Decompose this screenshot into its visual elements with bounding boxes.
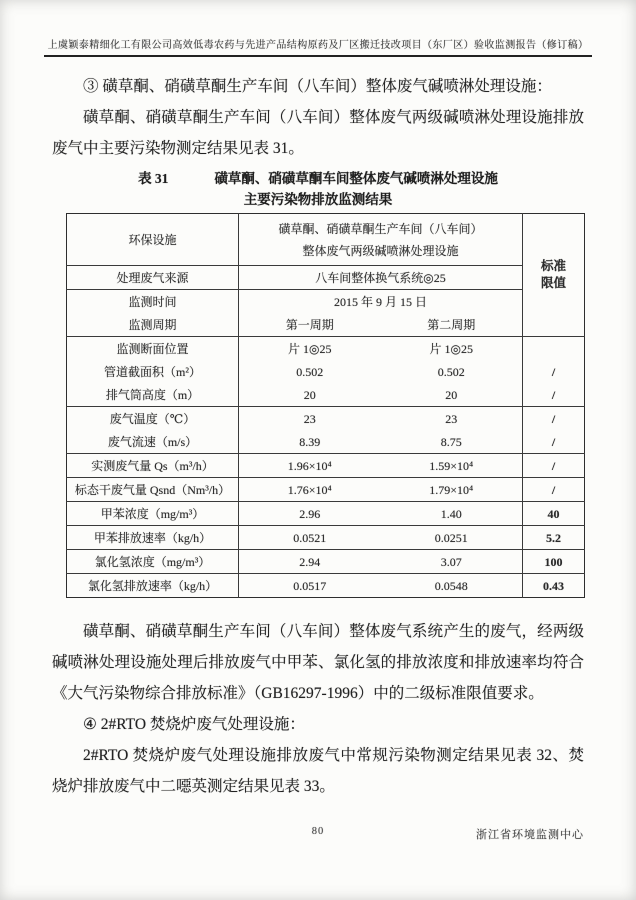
- paragraph-item-3: ③ 磺草酮、硝磺草酮生产车间（八车间）整体废气碱喷淋处理设施：: [83, 78, 552, 95]
- table-row: 甲苯排放速率（kg/h） 0.0521 0.0251 5.2: [67, 526, 585, 550]
- table-row-source: [67, 266, 585, 290]
- table-caption: [52, 168, 584, 210]
- table-row: 氯化氢排放速率（kg/h） 0.0517 0.0548 0.43: [67, 574, 585, 598]
- table-row: 废气温度（℃） 23 23 /: [67, 407, 585, 431]
- paragraph-item-4: ④ 2#RTO 焚烧炉废气处理设施：: [83, 716, 305, 733]
- page-content: [0, 71, 636, 802]
- date-label: 监测时间: [67, 290, 239, 314]
- facility-value-line2: 整体废气两级碱喷淋处理设施: [302, 243, 459, 258]
- table-row-facility: [67, 214, 585, 266]
- table-row: 氯化氢浓度（mg/m³） 2.94 3.07 100: [67, 550, 585, 574]
- paragraph-conclusion: 磺草酮、硝磺草酮生产车间（八车间）整体废气系统产生的废气，经两级碱喷淋处理设施处理后排放废气中甲苯、氯化氢的排放浓度和排放速率均符合《大气污染物综合排放标准》（GB16297-1996）中的二级标准限值要求。: [52, 623, 584, 702]
- table-caption-line1: [138, 171, 498, 186]
- date-value: 2015 年 9 月 15 日: [334, 294, 428, 309]
- period-label: 监测周期: [67, 313, 239, 337]
- footer-organization: 浙江省环境监测中心: [476, 829, 584, 841]
- table-caption-title: 磺草酮、硝磺草酮车间整体废气碱喷淋处理设施: [214, 171, 498, 186]
- table-row: 标态干废气量 Qsnd（Nm³/h） 1.76×10⁴ 1.79×10⁴ /: [67, 478, 585, 502]
- report-title: 上虞颖泰精细化工有限公司高效低毒农药与先进产品结构原药及厂区搬迁技改项目（东厂区）验收监测报告（修订稿）: [47, 40, 589, 51]
- table-row-date: [67, 290, 585, 314]
- facility-value-line1: 磺草酮、硝磺草酮生产车间（八车间）: [278, 221, 483, 236]
- page-number: 80: [311, 826, 325, 837]
- table-row: 排气筒高度（m） 20 20 /: [67, 383, 585, 407]
- period2-header: 第二周期: [381, 313, 523, 337]
- source-value: 八车间整体换气系统◎25: [239, 266, 523, 290]
- table-row-period: [67, 313, 585, 337]
- table-number: 表 31: [138, 171, 169, 186]
- facility-label: 环保设施: [67, 214, 239, 266]
- period1-header: 第一周期: [239, 313, 381, 337]
- table-row: 甲苯浓度（mg/m³） 2.96 1.40 40: [67, 502, 585, 526]
- limit-column-header: 标准 限值: [523, 214, 585, 337]
- table-row: 管道截面积（m²） 0.502 0.502 /: [67, 360, 585, 383]
- table-row: 实测废气量 Qs（m³/h） 1.96×10⁴ 1.59×10⁴ /: [67, 454, 585, 478]
- monitoring-results-table: [66, 213, 585, 598]
- source-label: 处理废气来源: [67, 266, 239, 290]
- paragraph-rto: 2#RTO 焚烧炉废气处理设施排放废气中常规污染物测定结果见表 32、焚烧炉排放废气中二噁英测定结果见表 33。: [52, 747, 584, 795]
- table-caption-line2: 主要污染物排放监测结果: [243, 192, 393, 207]
- page-header: [44, 0, 592, 57]
- page-footer: [0, 826, 636, 846]
- paragraph-intro: 磺草酮、硝磺草酮生产车间（八车间）整体废气两级碱喷淋处理设施排放废气中主要污染物测定结果见表 31。: [52, 109, 584, 157]
- table-row: 监测断面位置 片 1◎25 片 1◎25: [67, 337, 585, 361]
- table-row: 废气流速（m/s） 8.39 8.75 /: [67, 430, 585, 454]
- facility-value: [239, 214, 523, 266]
